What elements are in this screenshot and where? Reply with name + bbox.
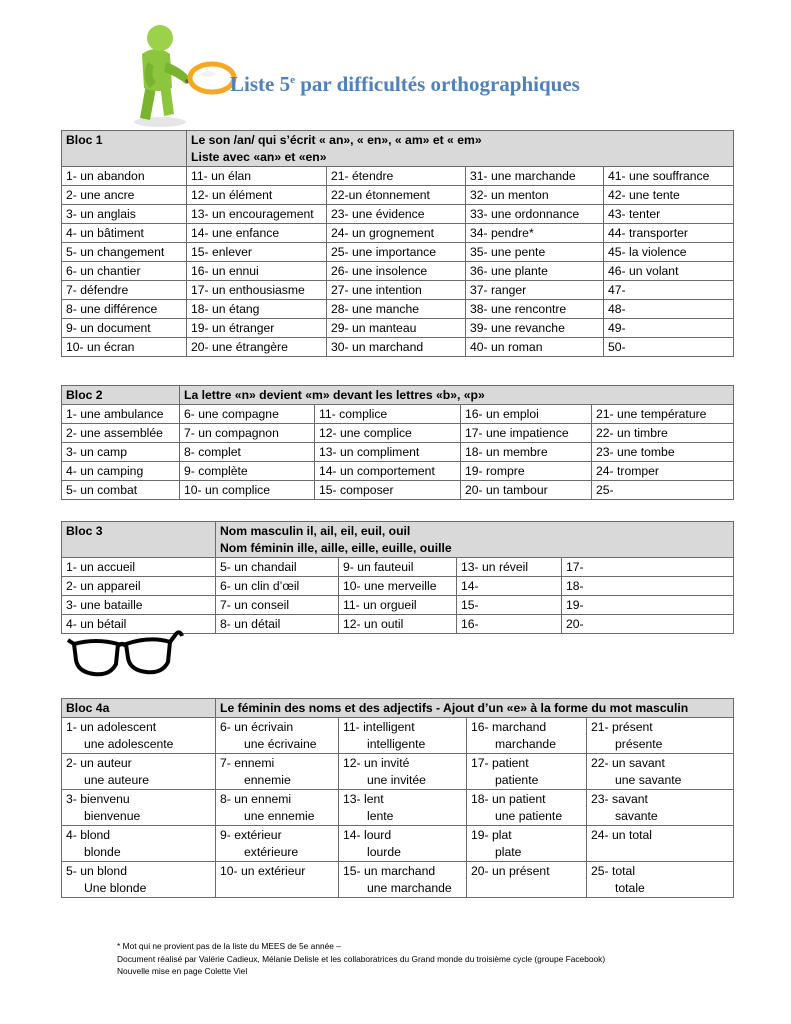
table-cell: 13- un encouragement — [187, 205, 327, 224]
table-cell — [62, 718, 216, 754]
table-header-row — [62, 386, 734, 405]
feminine-form: bienvenue — [84, 809, 141, 823]
table-cell: 14- une enfance — [187, 224, 327, 243]
feminine-form: Une blonde — [84, 881, 147, 895]
table-cell: 15- composer — [315, 481, 461, 500]
masculine-form: 7- ennemi — [220, 756, 275, 770]
table-cell: 3- une bataille — [62, 596, 216, 615]
table-cell: 2- un appareil — [62, 577, 216, 596]
table-header-row — [62, 131, 734, 167]
feminine-form: présente — [615, 737, 663, 751]
bloc-heading: Nom masculin il, ail, eil, euil, ouil Nom féminin ille, aille, eille, euille, ouille — [216, 522, 734, 558]
table-header-row — [62, 522, 734, 558]
feminine-form: une savante — [615, 773, 682, 787]
table-cell: 6- une compagne — [180, 405, 315, 424]
table-cell: 40- un roman — [466, 338, 604, 357]
table-cell: 21- une température — [592, 405, 734, 424]
table-cell: 18- un étang — [187, 300, 327, 319]
table-cell: 7- un conseil — [216, 596, 339, 615]
table-cell: 7- un compagnon — [180, 424, 315, 443]
table-cell — [467, 826, 587, 862]
masculine-form: 15- un marchand — [343, 864, 436, 878]
table-row — [62, 262, 734, 281]
masculine-form: 16- marchand — [471, 720, 547, 734]
table-cell: 11- un orgueil — [339, 596, 457, 615]
feminine-form: blonde — [84, 845, 121, 859]
masculine-form: 8- un ennemi — [220, 792, 292, 806]
feminine-form: une ennemie — [244, 809, 315, 823]
table-cell: 3- un anglais — [62, 205, 187, 224]
table-cell — [216, 790, 339, 826]
bloc-label: Bloc 2 — [62, 386, 180, 405]
table-row — [62, 338, 734, 357]
bloc3-table — [61, 521, 734, 634]
table-cell: 19- — [562, 596, 734, 615]
table-cell: 15- enlever — [187, 243, 327, 262]
table-cell: 31- une marchande — [466, 167, 604, 186]
table-cell: 35- une pente — [466, 243, 604, 262]
table-cell: 8- une différence — [62, 300, 187, 319]
table-cell: 23- une évidence — [327, 205, 466, 224]
table-cell: 26- une insolence — [327, 262, 466, 281]
table-cell: 36- une plante — [466, 262, 604, 281]
table-cell: 22- un timbre — [592, 424, 734, 443]
table-cell: 9- un fauteuil — [339, 558, 457, 577]
table-cell: 22-un étonnement — [327, 186, 466, 205]
table-row — [62, 462, 734, 481]
table-cell — [216, 862, 339, 898]
feminine-form — [471, 880, 582, 897]
table-cell: 5- un chandail — [216, 558, 339, 577]
table-row — [62, 754, 734, 790]
table-cell: 11- un élan — [187, 167, 327, 186]
footer — [117, 940, 605, 978]
table-cell: 6- un clin d’œil — [216, 577, 339, 596]
masculine-form: 24- un total — [591, 828, 652, 842]
table-cell: 2- une assemblée — [62, 424, 180, 443]
masculine-form: 19- plat — [471, 828, 512, 842]
table-cell: 48- — [604, 300, 734, 319]
table-cell: 41- une souffrance — [604, 167, 734, 186]
table-cell — [62, 862, 216, 898]
table-row — [62, 443, 734, 462]
table-cell — [339, 862, 467, 898]
table-cell: 50- — [604, 338, 734, 357]
table-cell: 47- — [604, 281, 734, 300]
table-cell: 37- ranger — [466, 281, 604, 300]
table-cell: 19- rompre — [461, 462, 592, 481]
table-cell: 4- un bâtiment — [62, 224, 187, 243]
masculine-form: 1- un adolescent — [66, 720, 157, 734]
table-row — [62, 186, 734, 205]
masculine-form: 11- intelligent — [343, 720, 415, 734]
feminine-form: totale — [615, 881, 645, 895]
figure-with-magnifier-icon — [120, 18, 240, 130]
masculine-form: 22- un savant — [591, 756, 665, 770]
masculine-form: 23- savant — [591, 792, 648, 806]
feminine-form: plate — [495, 845, 522, 859]
table-cell — [587, 862, 734, 898]
masculine-form: 6- un écrivain — [220, 720, 294, 734]
table-cell — [62, 826, 216, 862]
page-header — [0, 0, 791, 130]
table-header-row — [62, 699, 734, 718]
table-cell — [587, 826, 734, 862]
table-row — [62, 405, 734, 424]
table-cell: 1- un abandon — [62, 167, 187, 186]
layout-credit: Nouvelle mise en page Colette Viel — [117, 966, 248, 976]
feminine-form: une patiente — [495, 809, 563, 823]
table-cell: 10- un écran — [62, 338, 187, 357]
table-cell: 24- tromper — [592, 462, 734, 481]
table-row — [62, 558, 734, 577]
table-cell: 27- une intention — [327, 281, 466, 300]
table-cell — [339, 826, 467, 862]
masculine-form: 2- un auteur — [66, 756, 132, 770]
bloc-label: Bloc 1 — [62, 131, 187, 167]
table-cell: 13- un réveil — [457, 558, 562, 577]
table-row — [62, 424, 734, 443]
feminine-form: une adolescente — [84, 737, 174, 751]
bloc-label: Bloc 4a — [62, 699, 216, 718]
credits: Document réalisé par Valérie Cadieux, Mélanie Delisle et les collaboratrices du Grand monde du troisième cycle (groupe Facebook) — [117, 953, 606, 964]
masculine-form: 10- un extérieur — [220, 864, 306, 878]
feminine-form: une auteure — [84, 773, 150, 787]
table-cell — [467, 754, 587, 790]
table-cell — [467, 790, 587, 826]
table-cell: 7- défendre — [62, 281, 187, 300]
table-cell — [467, 862, 587, 898]
table-cell: 9- complète — [180, 462, 315, 481]
table-cell: 17- un enthousiasme — [187, 281, 327, 300]
table-cell: 13- un compliment — [315, 443, 461, 462]
table-row — [62, 826, 734, 862]
masculine-form: 4- blond — [66, 828, 111, 842]
feminine-form: une écrivaine — [244, 737, 317, 751]
bloc-label: Bloc 3 — [62, 522, 216, 558]
table-cell — [339, 718, 467, 754]
table-cell: 24- un grognement — [327, 224, 466, 243]
table-cell: 49- — [604, 319, 734, 338]
table-cell — [467, 718, 587, 754]
table-cell: 11- complice — [315, 405, 461, 424]
table-cell: 46- un volant — [604, 262, 734, 281]
table-row — [62, 319, 734, 338]
table-row — [62, 577, 734, 596]
table-cell: 32- un menton — [466, 186, 604, 205]
table-cell: 38- une rencontre — [466, 300, 604, 319]
feminine-form: intelligente — [367, 737, 426, 751]
table-cell: 30- un marchand — [327, 338, 466, 357]
masculine-form: 14- lourd — [343, 828, 392, 842]
table-cell: 16- — [457, 615, 562, 634]
masculine-form: 3- bienvenu — [66, 792, 130, 806]
bloc-heading: Le son /an/ qui s’écrit « an», « en», « am» et « em» Liste avec «an» et «en» — [187, 131, 734, 167]
table-cell: 19- un étranger — [187, 319, 327, 338]
masculine-form: 21- présent — [591, 720, 653, 734]
table-cell — [216, 754, 339, 790]
table-cell: 3- un camp — [62, 443, 180, 462]
table-cell: 8- complet — [180, 443, 315, 462]
table-row — [62, 718, 734, 754]
page-title: Liste 5e par difficultés orthographiques — [230, 72, 580, 96]
table-cell: 12- une complice — [315, 424, 461, 443]
feminine-form: une invitée — [367, 773, 426, 787]
table-cell — [62, 754, 216, 790]
masculine-form: 25- total — [591, 864, 636, 878]
masculine-form: 9- extérieur — [220, 828, 282, 842]
table-cell: 17- une impatience — [461, 424, 592, 443]
feminine-form: ennemie — [244, 773, 291, 787]
table-cell: 9- un document — [62, 319, 187, 338]
feminine-form: savante — [615, 809, 658, 823]
table-cell: 23- une tombe — [592, 443, 734, 462]
table-cell: 45- la violence — [604, 243, 734, 262]
table-row — [62, 243, 734, 262]
feminine-form — [220, 880, 334, 897]
table-cell: 21- étendre — [327, 167, 466, 186]
table-row — [62, 862, 734, 898]
table-cell: 39- une revanche — [466, 319, 604, 338]
table-row — [62, 224, 734, 243]
bloc-heading: La lettre «n» devient «m» devant les lettres «b», «p» — [180, 386, 734, 405]
table-cell — [339, 790, 467, 826]
table-row — [62, 596, 734, 615]
masculine-form: 18- un patient — [471, 792, 546, 806]
feminine-form: extérieure — [244, 845, 299, 859]
feminine-form: lourde — [367, 845, 401, 859]
table-cell: 4- un camping — [62, 462, 180, 481]
masculine-form: 13- lent — [343, 792, 384, 806]
table-cell: 14- — [457, 577, 562, 596]
table-cell: 16- un ennui — [187, 262, 327, 281]
table-cell: 29- un manteau — [327, 319, 466, 338]
table-cell: 12- un élément — [187, 186, 327, 205]
table-cell — [62, 790, 216, 826]
table-row — [62, 790, 734, 826]
table-cell: 17- — [562, 558, 734, 577]
masculine-form: 5- un blond — [66, 864, 127, 878]
bloc-heading: Le féminin des noms et des adjectifs - Ajout d’un «e» à la forme du mot masculin — [216, 699, 734, 718]
bloc1-table — [61, 130, 734, 357]
table-cell: 44- transporter — [604, 224, 734, 243]
table-cell — [587, 754, 734, 790]
table-cell: 25- — [592, 481, 734, 500]
footnote: * Mot qui ne provient pas de la liste du MEES de 5e année – — [117, 941, 341, 951]
table-cell: 1- un accueil — [62, 558, 216, 577]
table-cell: 4- un bétail — [62, 615, 216, 634]
table-cell: 5- un combat — [62, 481, 180, 500]
feminine-form: marchande — [495, 737, 556, 751]
table-cell: 33- une ordonnance — [466, 205, 604, 224]
table-cell: 6- un chantier — [62, 262, 187, 281]
table-cell: 2- une ancre — [62, 186, 187, 205]
table-cell — [587, 718, 734, 754]
table-row — [62, 205, 734, 224]
table-cell: 25- une importance — [327, 243, 466, 262]
table-cell — [216, 826, 339, 862]
table-cell: 15- — [457, 596, 562, 615]
table-cell: 12- un outil — [339, 615, 457, 634]
masculine-form: 12- un invité — [343, 756, 410, 770]
table-cell: 10- un complice — [180, 481, 315, 500]
table-cell: 43- tenter — [604, 205, 734, 224]
feminine-form: lente — [367, 809, 394, 823]
table-row — [62, 281, 734, 300]
table-cell: 18- — [562, 577, 734, 596]
table-cell: 5- un changement — [62, 243, 187, 262]
table-cell: 10- une merveille — [339, 577, 457, 596]
bloc2-table — [61, 385, 734, 500]
table-cell: 1- une ambulance — [62, 405, 180, 424]
table-cell: 8- un détail — [216, 615, 339, 634]
masculine-form: 20- un présent — [471, 864, 550, 878]
table-cell: 16- un emploi — [461, 405, 592, 424]
table-cell: 28- une manche — [327, 300, 466, 319]
feminine-form: patiente — [495, 773, 539, 787]
table-cell: 14- un comportement — [315, 462, 461, 481]
table-cell — [587, 790, 734, 826]
masculine-form: 17- patient — [471, 756, 529, 770]
bloc4a-table — [61, 698, 734, 898]
table-row — [62, 167, 734, 186]
table-cell: 42- une tente — [604, 186, 734, 205]
table-cell: 20- — [562, 615, 734, 634]
table-cell — [339, 754, 467, 790]
table-cell: 18- un membre — [461, 443, 592, 462]
feminine-form — [591, 844, 729, 861]
table-row — [62, 300, 734, 319]
table-cell — [216, 718, 339, 754]
table-row — [62, 481, 734, 500]
table-cell: 20- un tambour — [461, 481, 592, 500]
table-cell: 34- pendre* — [466, 224, 604, 243]
table-cell: 20- une étrangère — [187, 338, 327, 357]
eyeglasses-icon — [66, 630, 186, 682]
feminine-form: une marchande — [367, 881, 452, 895]
